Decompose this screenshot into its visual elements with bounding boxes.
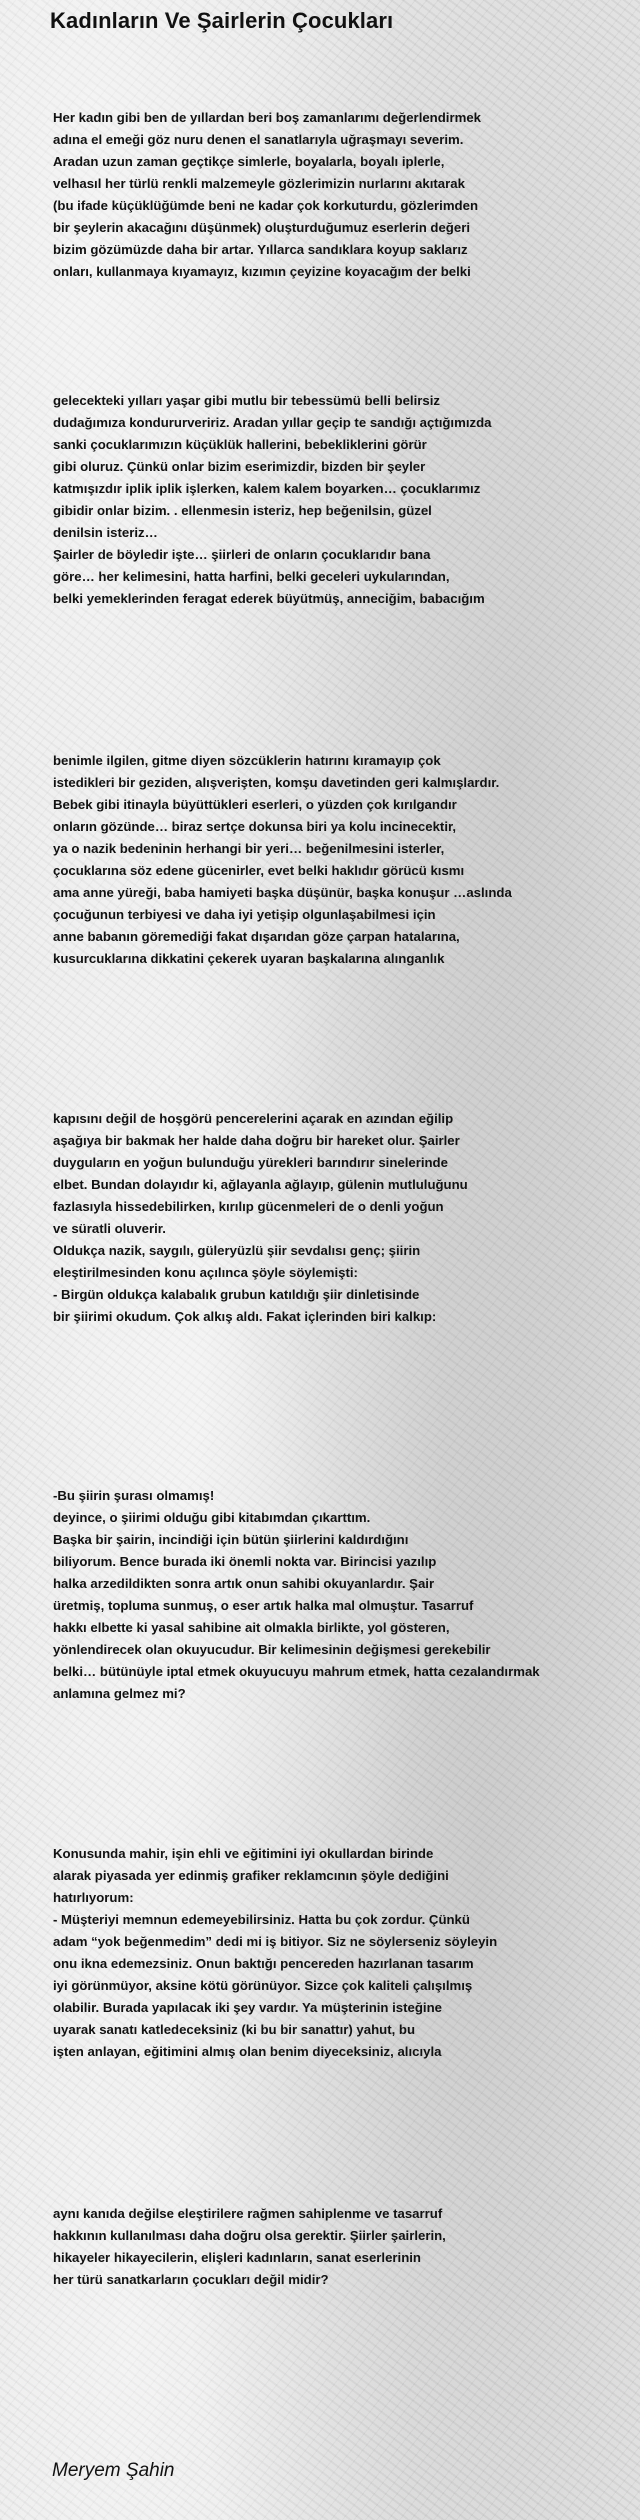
paragraph-line: -Bu şiirin şurası olmamış!: [53, 1488, 215, 1503]
paragraph-line: biliyorum. Bence burada iki önemli nokta var. Birincisi yazılıp: [53, 1554, 437, 1569]
paragraph-line: duyguların en yoğun bulunduğu yürekleri barındırır sinelerinde: [53, 1155, 448, 1170]
paragraph-line: bir şeylerin akacağını düşünmek) oluşturduğumuz eserlerin değeri: [53, 220, 470, 235]
paragraph-line: Başka bir şairin, incindiği için bütün şiirlerini kaldırdığını: [53, 1532, 409, 1547]
paragraph-line: çocuğunun terbiyesi ve daha iyi yetişip olgunlaşabilmesi için: [53, 907, 436, 922]
paragraph-line: hatırlıyorum:: [53, 1890, 134, 1905]
paragraph-line: katmışızdır iplik iplik işlerken, kalem kalem boyarken… çocuklarımız: [53, 481, 481, 496]
paragraph-line: göre… her kelimesini, hatta harfini, belki geceleri uykularından,: [53, 569, 450, 584]
paragraph-line: hikayeler hikayecilerin, elişleri kadınların, sanat eserlerinin: [53, 2250, 421, 2265]
paragraph-line: gelecekteki yılları yaşar gibi mutlu bir tebessümü belli belirsiz: [53, 393, 440, 408]
text-section-3: [53, 750, 633, 970]
paragraph-line: Her kadın gibi ben de yıllardan beri boş zamanlarımı değerlendirmek: [53, 110, 481, 125]
paragraph-line: bizim gözümüzde daha bir artar. Yıllarca sandıklara koyup saklarız: [53, 242, 468, 257]
paragraph-line: - Birgün oldukça kalabalık grubun katıldığı şiir dinletisinde: [53, 1287, 420, 1302]
paragraph-line: anlamına gelmez mi?: [53, 1686, 186, 1701]
paragraph-line: her türü sanatkarların çocukları değil midir?: [53, 2272, 329, 2287]
text-section-2: [53, 390, 633, 610]
paragraph-line: sanki çocuklarımızın küçüklük hallerini, bebekliklerini görür: [53, 437, 427, 452]
paragraph-line: istedikleri bir geziden, alışverişten, komşu davetinden geri kalmışlardır.: [53, 775, 500, 790]
paragraph-line: işten anlayan, eğitimini almış olan benim diyeceksiniz, alıcıyla: [53, 2044, 442, 2059]
paragraph-line: dudağımıza kondururveririz. Aradan yıllar geçip te sandığı açtığımızda: [53, 415, 492, 430]
paragraph-line: velhasıl her türlü renkli malzemeyle gözlerimizin nurlarını akıtarak: [53, 176, 465, 191]
text-section-1: [53, 107, 633, 283]
paragraph-line: üretmiş, topluma sunmuş, o eser artık halka mal olmuştur. Tasarruf: [53, 1598, 474, 1613]
paragraph-line: çocuklarına söz edene gücenirler, evet belki haklıdır görücü kısmı: [53, 863, 465, 878]
paragraph-line: aşağıya bir bakmak her halde daha doğru bir hareket olur. Şairler: [53, 1133, 460, 1148]
paragraph-line: kusurcuklarına dikkatini çekerek uyaran başkalarına alınganlık: [53, 951, 445, 966]
paragraph-line: Oldukça nazik, saygılı, güleryüzlü şiir sevdalısı genç; şiirin: [53, 1243, 421, 1258]
paragraph-line: gibi oluruz. Çünkü onlar bizim eserimizdir, bizden bir şeyler: [53, 459, 426, 474]
page-title: Kadınların Ve Şairlerin Çocukları: [50, 8, 394, 33]
paragraph-line: yönlendirecek olan okuyucudur. Bir kelimesinin değişmesi gerekebilir: [53, 1642, 491, 1657]
paragraph-line: - Müşteriyi memnun edemeyebilirsiniz. Hatta bu çok zordur. Çünkü: [53, 1912, 470, 1927]
paragraph-line: kapısını değil de hoşgörü pencerelerini açarak en azından eğilip: [53, 1111, 454, 1126]
paragraph-line: Bebek gibi itinayla büyüttükleri eserleri, o yüzden çok kırılgandır: [53, 797, 457, 812]
paragraph-line: ama anne yüreği, baba hamiyeti başka düşünür, başka konuşur …aslında: [53, 885, 512, 900]
paragraph-line: anne babanın göremediği fakat dışarıdan göze çarpan hatalarına,: [53, 929, 460, 944]
paragraph-line: onların gözünde… biraz sertçe dokunsa biri ya kolu incinecektir,: [53, 819, 457, 834]
text-section-4: [53, 1108, 633, 1328]
paragraph-line: ve süratli oluverir.: [53, 1221, 166, 1236]
paragraph-line: deyince, o şiirimi olduğu gibi kitabımdan çıkarttım.: [53, 1510, 371, 1525]
paragraph-line: onları, kullanmaya kıyamayız, kızımın çeyizine koyacağım der belki: [53, 264, 471, 279]
paragraph-line: benimle ilgilen, gitme diyen sözcüklerin hatırını kıramayıp çok: [53, 753, 441, 768]
text-section-6: [53, 1843, 633, 2063]
paragraph-line: iyi görünmüyor, aksine kötü görünüyor. Sizce çok kaliteli çalışılmış: [53, 1978, 473, 1993]
paragraph-line: belki yemeklerinden feragat ederek büyütmüş, anneciğim, babacığım: [53, 591, 485, 606]
paragraph-line: denilsin isteriz…: [53, 525, 158, 540]
paragraph-line: gibidir onlar bizim. . ellenmesin isteriz, hep beğenilsin, güzel: [53, 503, 432, 518]
paragraph-line: Şairler de böyledir işte… şiirleri de onların çocuklarıdır bana: [53, 547, 431, 562]
text-section-5: [53, 1485, 633, 1705]
paragraph-line: hakkının kullanılması daha doğru olsa gerektir. Şiirler şairlerin,: [53, 2228, 446, 2243]
paragraph-line: Konusunda mahir, işin ehli ve eğitimini iyi okullardan birinde: [53, 1846, 434, 1861]
paragraph-line: elbet. Bundan dolayıdır ki, ağlayanla ağlayıp, gülenin mutluluğunu: [53, 1177, 468, 1192]
paragraph-line: belki… bütünüyle iptal etmek okuyucuyu mahrum etmek, hatta cezalandırmak: [53, 1664, 540, 1679]
paragraph-line: Aradan uzun zaman geçtikçe simlerle, boyalarla, boyalı iplerle,: [53, 154, 445, 169]
paragraph-line: uyarak sanatı katledeceksiniz (ki bu bir sanattır) yahut, bu: [53, 2022, 416, 2037]
text-section-7: [53, 2203, 633, 2291]
paragraph-line: adına el emeği göz nuru denen el sanatlarıyla uğraşmayı severim.: [53, 132, 464, 147]
paragraph-line: onu ikna edemezsiniz. Onun baktığı pencereden hazırlanan tasarım: [53, 1956, 474, 1971]
paragraph-line: halka arzedildikten sonra artık onun sahibi okuyanlardır. Şair: [53, 1576, 435, 1591]
paragraph-line: (bu ifade küçüklüğümde beni ne kadar çok korkuturdu, gözlerimden: [53, 198, 479, 213]
paragraph-line: bir şiirimi okudum. Çok alkış aldı. Fakat içlerinden biri kalkıp:: [53, 1309, 437, 1324]
author-signature: Meryem Şahin: [52, 2460, 175, 2481]
paragraph-line: adam “yok beğenmedim” dedi mi iş bitiyor. Siz ne söylerseniz söyleyin: [53, 1934, 498, 1949]
paragraph-line: ya o nazik bedeninin herhangi bir yeri… beğenilmesini isterler,: [53, 841, 445, 856]
paragraph-line: fazlasıyla hissedebilirken, kırılıp gücenmeleri de o denli yoğun: [53, 1199, 444, 1214]
paragraph-line: alarak piyasada yer edinmiş grafiker reklamcının şöyle dediğini: [53, 1868, 449, 1883]
paragraph-line: aynı kanıda değilse eleştirilere rağmen sahiplenme ve tasarruf: [53, 2206, 443, 2221]
paragraph-line: eleştirilmesinden konu açılınca şöyle söylemişti:: [53, 1265, 358, 1280]
paragraph-line: olabilir. Burada yapılacak iki şey vardır. Ya müşterinin isteğine: [53, 2000, 442, 2015]
paragraph-line: hakkı elbette ki yasal sahibine ait olmakla birlikte, yol gösteren,: [53, 1620, 450, 1635]
